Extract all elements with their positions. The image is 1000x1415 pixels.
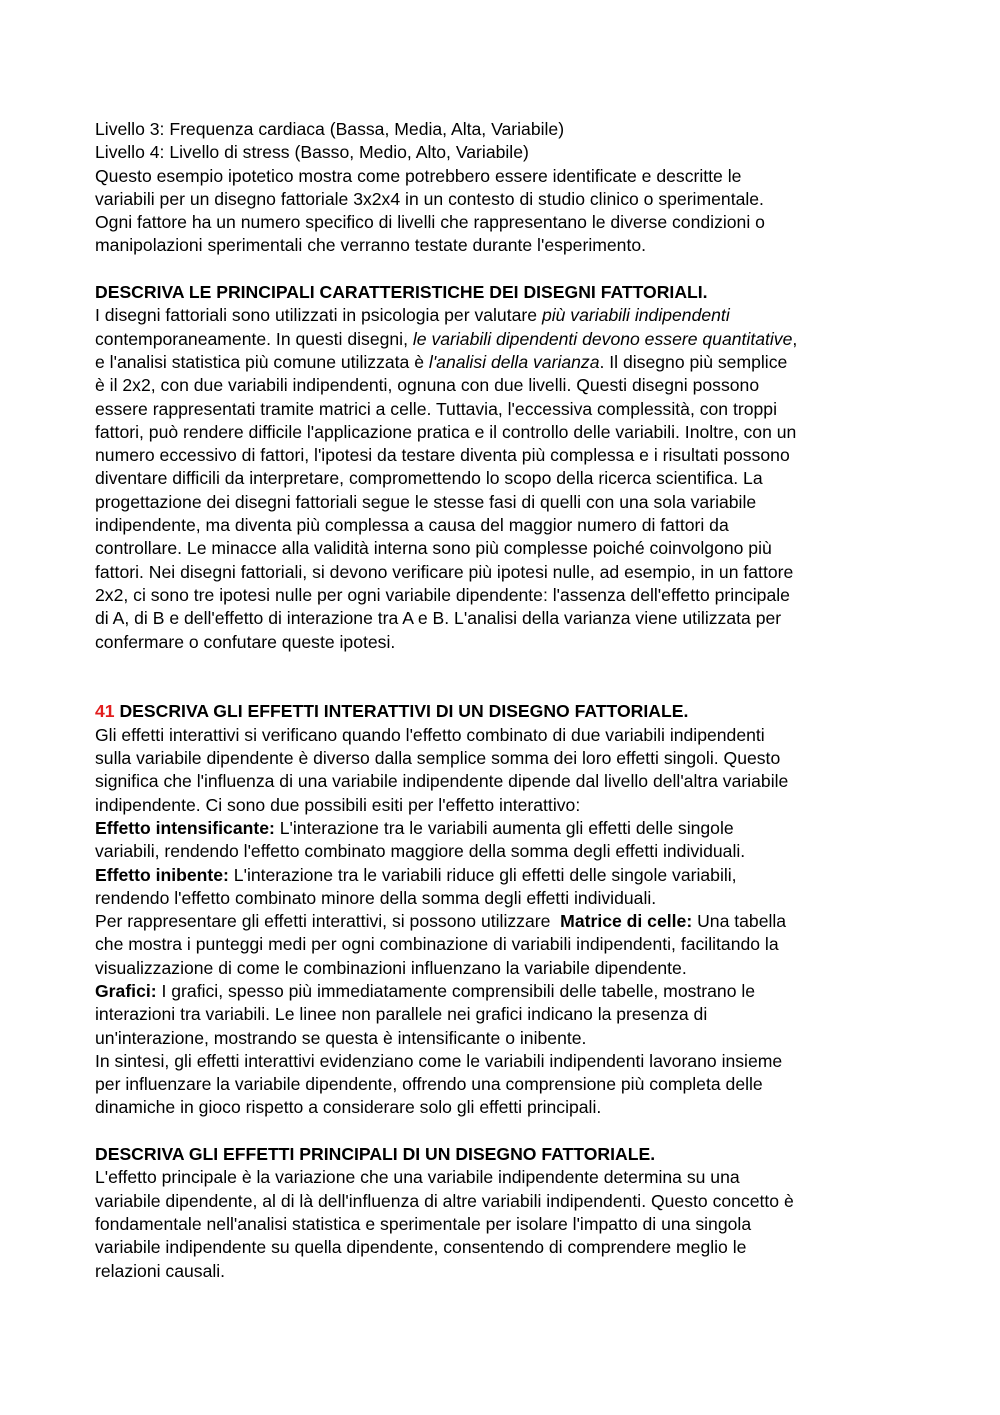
text-line: visualizzazione di come le combinazioni influenzano la variabile dipendente. (95, 957, 687, 978)
text-line: diventare difficili da interpretare, compromettendo lo scopo della ricerca scientifica. La (95, 468, 763, 489)
text-span: , (792, 328, 798, 349)
italic-span: l'analisi della varianza (428, 351, 600, 372)
text-line: essere rappresentati tramite matrici a celle. Tuttavia, l'eccessiva complessità, con troppi (95, 398, 777, 419)
text-line: Livello 4: Livello di stress (Basso, Medio, Alto, Variabile) (95, 142, 529, 163)
text-span: . Il disegno più semplice (599, 351, 788, 372)
text-line: variabili per un disegno fattoriale 3x2x4 in un contesto di studio clinico o sperimentale. (95, 188, 764, 209)
italic-span: più variabili indipendenti (541, 305, 730, 326)
text-line (95, 304, 915, 327)
question-number: 41 (95, 701, 115, 722)
heading-text: DESCRIVA GLI EFFETTI INTERATTIVI DI UN DISEGNO FATTORIALE. (114, 701, 689, 722)
text-line: significa che l'influenza di una variabile indipendente dipende dal livello dell'altra variabile (95, 771, 789, 792)
text-line: sulla variabile dipendente è diverso dalla semplice somma dei loro effetti singoli. Questo (95, 748, 781, 769)
intro-paragraph (95, 118, 915, 258)
text-span: contemporaneamente. In questi disegni, (95, 328, 413, 349)
text-line: che mostra i punteggi medi per ogni combinazione di variabili indipendenti, facilitando la (95, 934, 779, 955)
text-line: L'effetto principale è la variazione che una variabile indipendente determina su una (95, 1167, 740, 1188)
section-heading (95, 1143, 915, 1166)
text-line (95, 351, 915, 374)
spacer (95, 1120, 915, 1143)
term-label: Effetto inibente: (95, 864, 229, 885)
heading-text: DESCRIVA LE PRINCIPALI CARATTERISTICHE DEI DISEGNI FATTORIALI. (95, 282, 708, 303)
text-line: indipendente. Ci sono due possibili esiti per l'effetto interattivo: (95, 794, 581, 815)
text-line: variabili, rendendo l'effetto combinato maggiore della somma degli effetti individuali. (95, 841, 746, 862)
document-page (95, 118, 915, 1283)
section-main-effects (95, 1143, 915, 1283)
text-line (95, 817, 915, 840)
text-line: Ogni fattore ha un numero specifico di livelli che rappresentano le diverse condizioni o (95, 212, 765, 233)
text-line: fattori. Nei disegni fattoriali, si devono verificare più ipotesi nulle, ad esempio, in un fattore (95, 561, 794, 582)
text-span: L'interazione tra le variabili riduce gli effetti delle singole variabili, (228, 864, 737, 885)
heading-text: DESCRIVA GLI EFFETTI PRINCIPALI DI UN DISEGNO FATTORIALE. (95, 1144, 656, 1165)
text-span: e l'analisi statistica più comune utilizzata è (95, 351, 429, 372)
text-line: confermare o confutare queste ipotesi. (95, 631, 396, 652)
text-span: I disegni fattoriali sono utilizzati in psicologia per valutare (95, 305, 542, 326)
text-line: In sintesi, gli effetti interattivi evidenziano come le variabili indipendenti lavorano insieme (95, 1050, 783, 1071)
text-line: relazioni causali. (95, 1260, 226, 1281)
text-line (95, 980, 915, 1003)
text-line: di A, di B e dell'effetto di interazione tra A e B. L'analisi della varianza viene utilizzata per (95, 608, 782, 629)
text-line: manipolazioni sperimentali che verranno testate durante l'esperimento. (95, 235, 647, 256)
text-line: per influenzare la variabile dipendente, offrendo una comprensione più completa delle (95, 1074, 763, 1095)
text-span: L'interazione tra le variabili aumenta gli effetti delle singole (274, 817, 734, 838)
text-line: fattori, può rendere difficile l'applicazione pratica e il controllo delle variabili. Inoltre, con un (95, 421, 797, 442)
text-line (95, 910, 915, 933)
section-interactive-effects (95, 700, 915, 1119)
section-heading (95, 281, 915, 304)
text-line (95, 328, 915, 351)
text-span: Per rappresentare gli effetti interattivi, si possono utilizzare (95, 911, 561, 932)
text-line: dinamiche in gioco rispetto a considerare solo gli effetti principali. (95, 1097, 602, 1118)
text-line: 2x2, ci sono tre ipotesi nulle per ogni variabile dipendente: l'assenza dell'effetto principale (95, 584, 790, 605)
term-label: Grafici: (95, 980, 157, 1001)
text-line: fondamentale nell'analisi statistica e sperimentale per isolare l'impatto di una singola (95, 1213, 752, 1234)
text-span: Una tabella (692, 911, 787, 932)
text-line: Gli effetti interattivi si verificano quando l'effetto combinato di due variabili indipendenti (95, 724, 765, 745)
text-line: controllare. Le minacce alla validità interna sono più complesse poiché coinvolgono più (95, 538, 772, 559)
term-label: Matrice di celle: (560, 911, 693, 932)
text-line: variabile dipendente, al di là dell'influenza di altre variabili indipendenti. Questo concetto è (95, 1190, 794, 1211)
italic-span: le variabili dipendenti devono essere quantitative (412, 328, 793, 349)
spacer (95, 654, 915, 701)
text-line: progettazione dei disegni fattoriali segue le stesse fasi di quelli con una sola variabile (95, 491, 757, 512)
text-line: indipendente, ma diventa più complessa a causa del maggior numero di fattori da (95, 515, 729, 536)
term-label: Effetto intensificante: (95, 817, 275, 838)
text-line: Questo esempio ipotetico mostra come potrebbero essere identificate e descritte le (95, 165, 742, 186)
text-line: interazioni tra variabili. Le linee non parallele nei grafici indicano la presenza di (95, 1004, 708, 1025)
section-characteristics (95, 281, 915, 654)
text-line: numero eccessivo di fattori, l'ipotesi da testare diventa più complessa e i risultati possono (95, 445, 790, 466)
text-line: è il 2x2, con due variabili indipendenti, ognuna con due livelli. Questi disegni possono (95, 375, 760, 396)
text-line: Livello 3: Frequenza cardiaca (Bassa, Media, Alta, Variabile) (95, 119, 565, 139)
section-heading (95, 700, 915, 723)
text-line: un'interazione, mostrando se questa è intensificante o inibente. (95, 1027, 587, 1048)
text-line: variabile indipendente su quella dipendente, consentendo di comprendere meglio le (95, 1237, 747, 1258)
text-line (95, 864, 915, 887)
text-span: I grafici, spesso più immediatamente comprensibili delle tabelle, mostrano le (156, 980, 756, 1001)
spacer (95, 258, 915, 281)
text-line: rendendo l'effetto combinato minore della somma degli effetti individuali. (95, 887, 657, 908)
